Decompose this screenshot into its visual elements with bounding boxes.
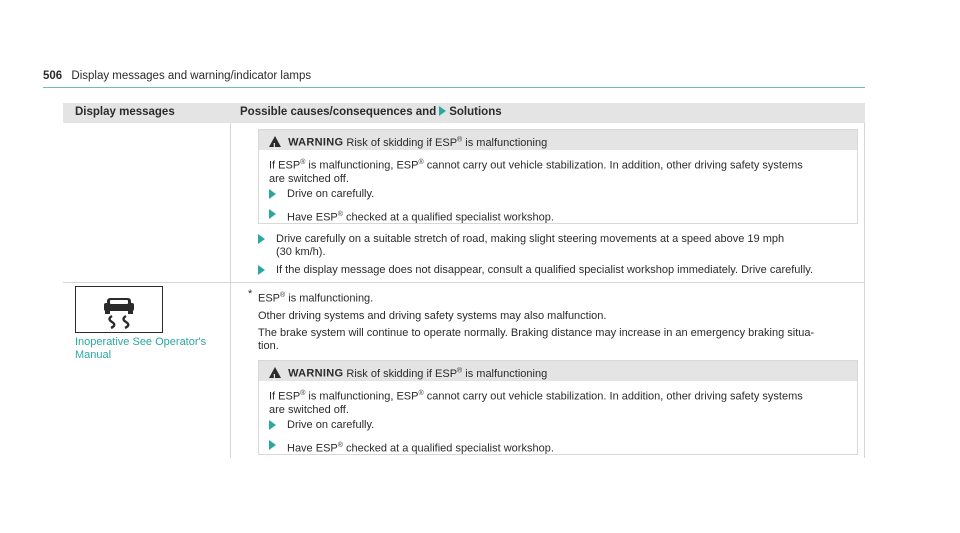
warning-title bbox=[259, 130, 857, 150]
warning-body bbox=[259, 150, 857, 186]
header-rule bbox=[43, 87, 865, 88]
warning-title-text: Risk of skidding if ESP® is malfunctioning bbox=[346, 367, 548, 380]
warning-body-line: If ESP® is malfunctioning, ESP® cannot carry out vehicle stabilization. In addition, other driving safety systems bbox=[269, 159, 803, 172]
column-header-display-messages: Display messages bbox=[75, 106, 175, 118]
warning-body-line: are switched off. bbox=[269, 403, 349, 416]
display-message-text[interactable]: Inoperative See Operator's Manual bbox=[75, 336, 207, 361]
arrow-icon bbox=[269, 189, 276, 199]
footnote-star: * bbox=[248, 288, 253, 300]
row-divider bbox=[63, 282, 865, 283]
page-number: 506 bbox=[43, 70, 63, 82]
arrow-icon bbox=[439, 106, 446, 116]
warning-label: WARNING bbox=[288, 367, 344, 380]
warning-body-line: If ESP® is malfunctioning, ESP® cannot carry out vehicle stabilization. In addition, other driving safety systems bbox=[269, 390, 803, 403]
warning-title bbox=[259, 361, 857, 381]
arrow-icon bbox=[269, 440, 276, 450]
warning-step: Drive on carefully. bbox=[269, 419, 374, 432]
warning-body-line: are switched off. bbox=[269, 172, 349, 185]
table-header bbox=[63, 103, 865, 123]
page-header bbox=[43, 70, 311, 82]
warning-body bbox=[259, 381, 857, 417]
warning-title-text: Risk of skidding if ESP® is malfunctioning bbox=[346, 136, 548, 149]
cause-text: ESP® is malfunctioning. Other driving systems and driving safety systems may also malfunction. The brake system will continue to operate normally. Braking distance may increase in an emergency braking situa- tion. bbox=[258, 292, 815, 352]
solution-step: Drive carefully on a suitable stretch of road, making slight steering movements at a speed above 19 mph (30 km/h). bbox=[258, 233, 858, 259]
arrow-icon bbox=[258, 234, 265, 244]
warning-step: Have ESP® checked at a qualified specialist workshop. bbox=[269, 208, 554, 225]
table-right-border bbox=[864, 123, 865, 458]
column-divider bbox=[230, 123, 231, 458]
warning-box bbox=[258, 360, 858, 455]
warning-triangle-icon bbox=[269, 136, 281, 147]
warning-box bbox=[258, 129, 858, 224]
warning-step: Drive on carefully. bbox=[269, 188, 374, 201]
warning-triangle-icon bbox=[269, 367, 281, 378]
arrow-icon bbox=[269, 420, 276, 430]
page-title: Display messages and warning/indicator lamps bbox=[71, 70, 312, 82]
esp-skid-icon bbox=[75, 286, 163, 333]
warning-step: Have ESP® checked at a qualified specialist workshop. bbox=[269, 439, 554, 456]
arrow-icon bbox=[258, 265, 265, 275]
column-header-causes: Possible causes/consequences and Solutions bbox=[240, 106, 502, 118]
solution-step: If the display message does not disappear, consult a qualified specialist workshop immediately. Drive carefully. bbox=[258, 264, 858, 277]
warning-label: WARNING bbox=[288, 136, 344, 149]
arrow-icon bbox=[269, 209, 276, 219]
